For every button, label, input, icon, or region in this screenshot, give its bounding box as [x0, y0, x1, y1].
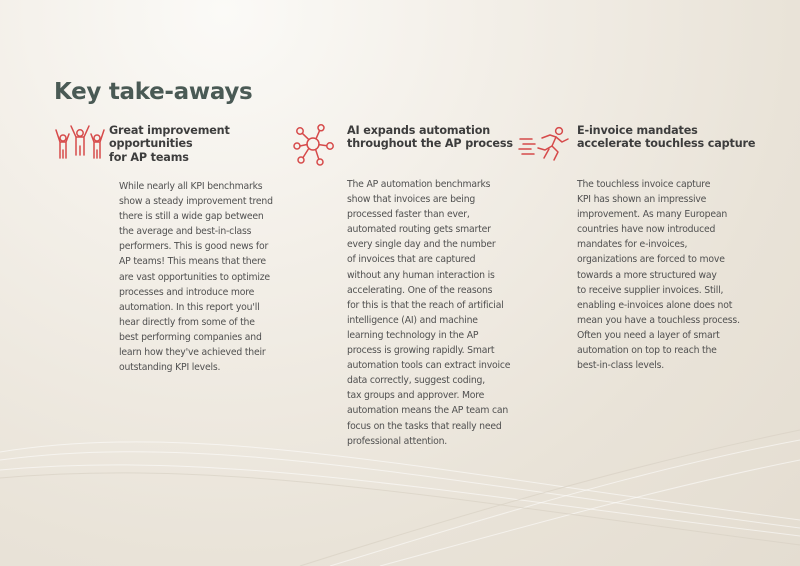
body-line: professional attention. — [347, 435, 448, 447]
body-line: Often you need a layer of smart — [577, 329, 720, 341]
body-line: without any human interaction is — [347, 269, 495, 281]
takeaway-column-3 — [518, 124, 756, 373]
takeaway-header — [291, 124, 521, 168]
body-line: the average and best-in-class — [119, 226, 252, 238]
takeaway-column-2 — [291, 124, 521, 449]
body-line: hear directly from some of the — [119, 316, 255, 328]
heading-line: E-invoice mandates — [577, 124, 698, 137]
body-line: processed faster than ever, — [347, 209, 470, 221]
body-line: there is still a wide gap between — [119, 211, 264, 223]
body-line: AP teams! This means that there — [119, 256, 266, 268]
network-nodes-icon — [291, 124, 347, 168]
body-line: every single day and the number — [347, 239, 496, 251]
body-line: mandates for e-invoices, — [577, 239, 688, 251]
body-line: show a steady improvement trend — [119, 196, 273, 208]
body-line: for this is that the reach of artificial — [347, 299, 504, 311]
heading-line: for AP teams — [109, 150, 189, 164]
body-line: to receive supplier invoices. Still, — [577, 284, 724, 296]
body-line: KPI has shown an impressive — [577, 194, 707, 206]
body-line: data correctly, suggest coding, — [347, 375, 485, 387]
body-line: accelerating. One of the reasons — [347, 284, 493, 296]
takeaway-header — [518, 124, 756, 168]
body-line: processes and introduce more — [119, 286, 255, 298]
takeaway-heading — [109, 124, 230, 164]
takeaway-body — [577, 177, 748, 373]
body-line: of invoices that are captured — [347, 254, 476, 266]
body-line: mean you have a touchless process. — [577, 314, 740, 326]
body-line: learn how they've achieved their — [119, 347, 266, 359]
body-line: countries have now introduced — [577, 224, 716, 236]
heading-line: throughout the AP process — [347, 137, 513, 151]
takeaway-header — [53, 124, 283, 168]
body-line: performers. This is good news for — [119, 241, 269, 253]
team-celebration-icon — [53, 124, 109, 168]
body-line: automation on top to reach the — [577, 345, 717, 357]
body-line: While nearly all KPI benchmarks — [119, 181, 263, 192]
body-line: learning technology in the AP — [347, 329, 479, 341]
heading-line: Great improvement — [109, 124, 230, 137]
body-line: process is growing rapidly. Smart — [347, 345, 495, 357]
body-line: tax groups and approver. More — [347, 390, 485, 402]
body-line: improvement. As many European — [577, 209, 728, 221]
body-line: automation means the AP team can — [347, 405, 509, 417]
body-line: automated routing gets smarter — [347, 224, 491, 236]
body-line: automation tools can extract invoice — [347, 360, 511, 372]
takeaway-body — [347, 177, 521, 449]
takeaway-heading — [347, 124, 513, 151]
takeaway-body — [119, 179, 283, 375]
takeaway-column-1 — [53, 124, 283, 375]
heading-line: opportunities — [109, 137, 193, 151]
body-line: outstanding KPI levels. — [119, 362, 221, 374]
body-line: best-in-class levels. — [577, 360, 665, 372]
running-person-icon — [518, 124, 577, 168]
body-line: organizations are forced to move — [577, 254, 725, 266]
body-line: focus on the tasks that really need — [347, 420, 502, 432]
body-line: intelligence (AI) and machine — [347, 314, 478, 326]
takeaway-heading — [577, 124, 755, 151]
body-line: show that invoices are being — [347, 194, 476, 206]
body-line: towards a more structured way — [577, 269, 717, 281]
body-line: automation. In this report you'll — [119, 301, 260, 313]
body-line: The AP automation benchmarks — [347, 179, 491, 190]
heading-line: AI expands automation — [347, 124, 491, 137]
body-line: best performing companies and — [119, 331, 262, 343]
body-line: are vast opportunities to optimize — [119, 271, 270, 283]
page-title: Key take-aways — [54, 79, 253, 105]
body-line: enabling e-invoices alone does not — [577, 299, 733, 311]
heading-line: accelerate touchless capture — [577, 137, 756, 151]
body-line: The touchless invoice capture — [577, 179, 711, 190]
